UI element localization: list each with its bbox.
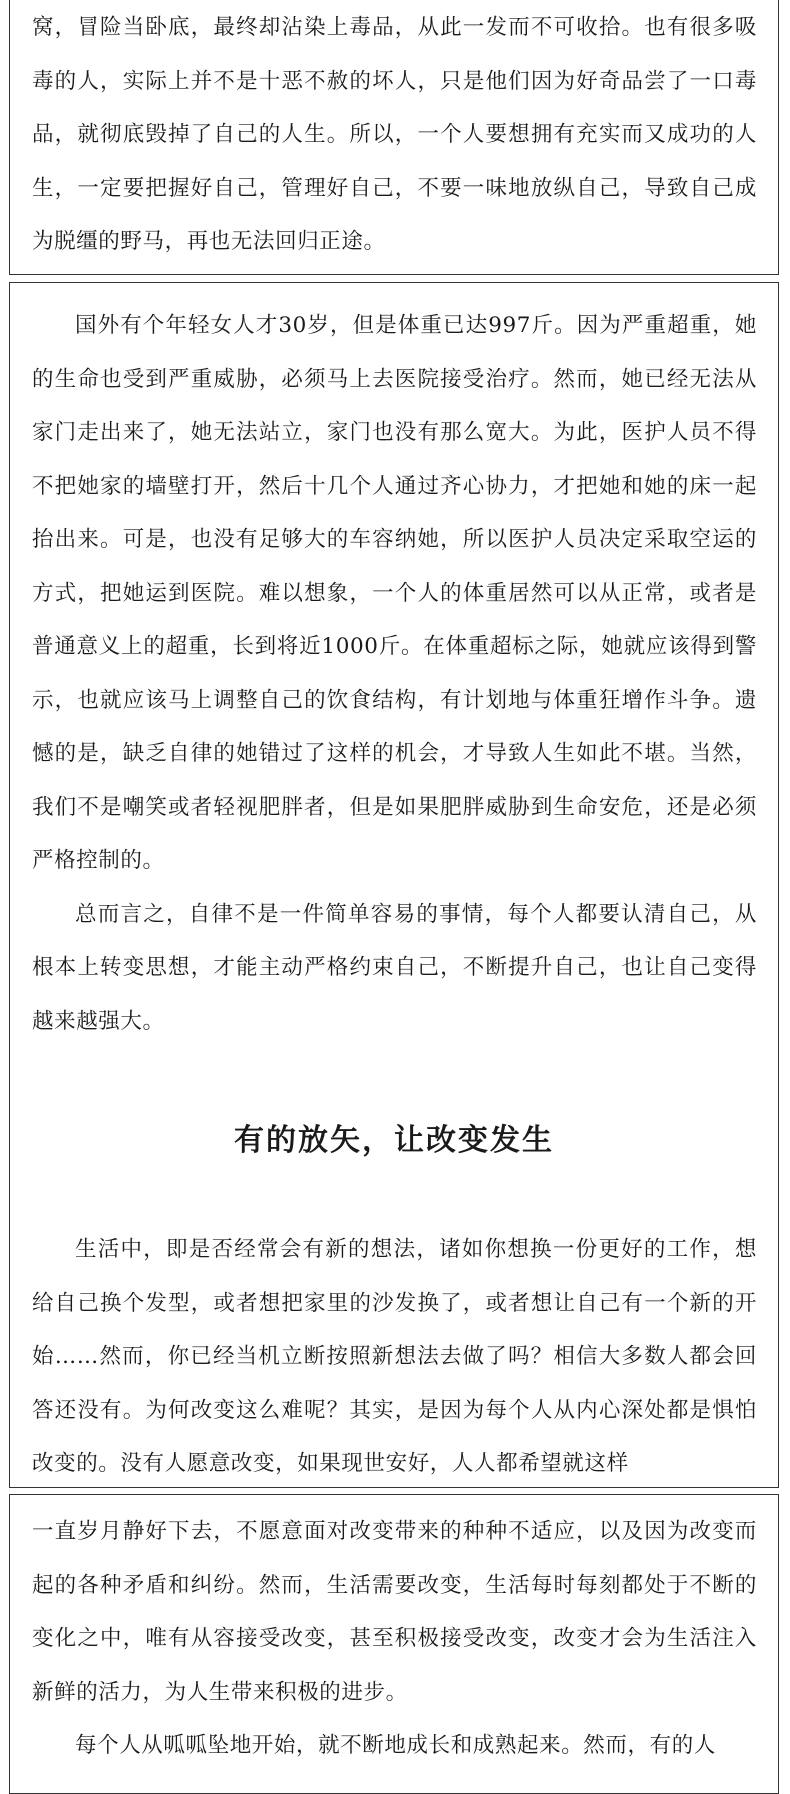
section-heading: 有的放矢，让改变发生 (234, 1123, 554, 1158)
body-text-block (32, 299, 757, 1048)
page-panel-2 (9, 282, 779, 1488)
body-text-block (32, 1223, 757, 1491)
paragraph: 窝，冒险当卧底，最终却沾染上毒品，从此一发而不可收拾。也有很多吸毒的人，实际上并不是十恶不赦的坏人，只是他们因为好奇品尝了一口毒品，就彻底毁掉了自己的人生。所以，一个人要想拥有充实而又成功的人生，一定要把握好自己，管理好自己，不要一味地放纵自己，导致自己成为脱缰的野马，再也无法回归正途。 (32, 15, 757, 254)
body-text-block (32, 1, 757, 269)
page-panel-3 (9, 1494, 779, 1794)
paragraph: 国外有个年轻女人才30岁，但是体重已达997斤。因为严重超重，她的生命也受到严重威胁，必须马上去医院接受治疗。然而，她已经无法从家门走出来了，她无法站立，家门也没有那么宽大。为此，医护人员不得不把她家的墙壁打开，然后十几个人通过齐心协力，才把她和她的床一起抬出来。可是，也没有足够大的车容纳她，所以医护人员决定采取空运的方式，把她运到医院。难以想象，一个人的体重居然可以从正常，或者是普通意义上的超重，长到将近1000斤。在体重超标之际，她就应该得到警示，也就应该马上调整自己的饮食结构，有计划地与体重狂增作斗争。遗憾的是，缺乏自律的她错过了这样的机会，才导致人生如此不堪。当然，我们不是嘲笑或者轻视肥胖者，但是如果肥胖威胁到生命安危，还是必须严格控制的。 (32, 313, 757, 873)
paragraph: 总而言之，自律不是一件简单容易的事情，每个人都要认清自己，从根本上转变思想，才能主动严格约束自己，不断提升自己，也让自己变得越来越强大。 (32, 901, 757, 1034)
body-text-block (32, 1505, 757, 1773)
page-panel-1 (9, 0, 779, 275)
paragraph: 一直岁月静好下去，不愿意面对改变带来的种种不适应，以及因为改变而起的各种矛盾和纠纷。然而，生活需要改变，生活每时每刻都处于不断的变化之中，唯有从容接受改变，甚至积极接受改变，改变才会为生活注入新鲜的活力，为人生带来积极的进步。 (32, 1519, 757, 1705)
paragraph: 每个人从呱呱坠地开始，就不断地成长和成熟起来。然而，有的人 (75, 1733, 716, 1758)
paragraph: 生活中，即是否经常会有新的想法，诸如你想换一份更好的工作，想给自己换个发型，或者想把家里的沙发换了，或者想让自己有一个新的开始……然而，你已经当机立断按照新想法去做了吗？相信大多数人都会回答还没有。为何改变这么难呢？其实，是因为每个人从内心深处都是惧怕改变的。没有人愿意改变，如果现世安好，人人都希望就这样 (32, 1237, 757, 1476)
